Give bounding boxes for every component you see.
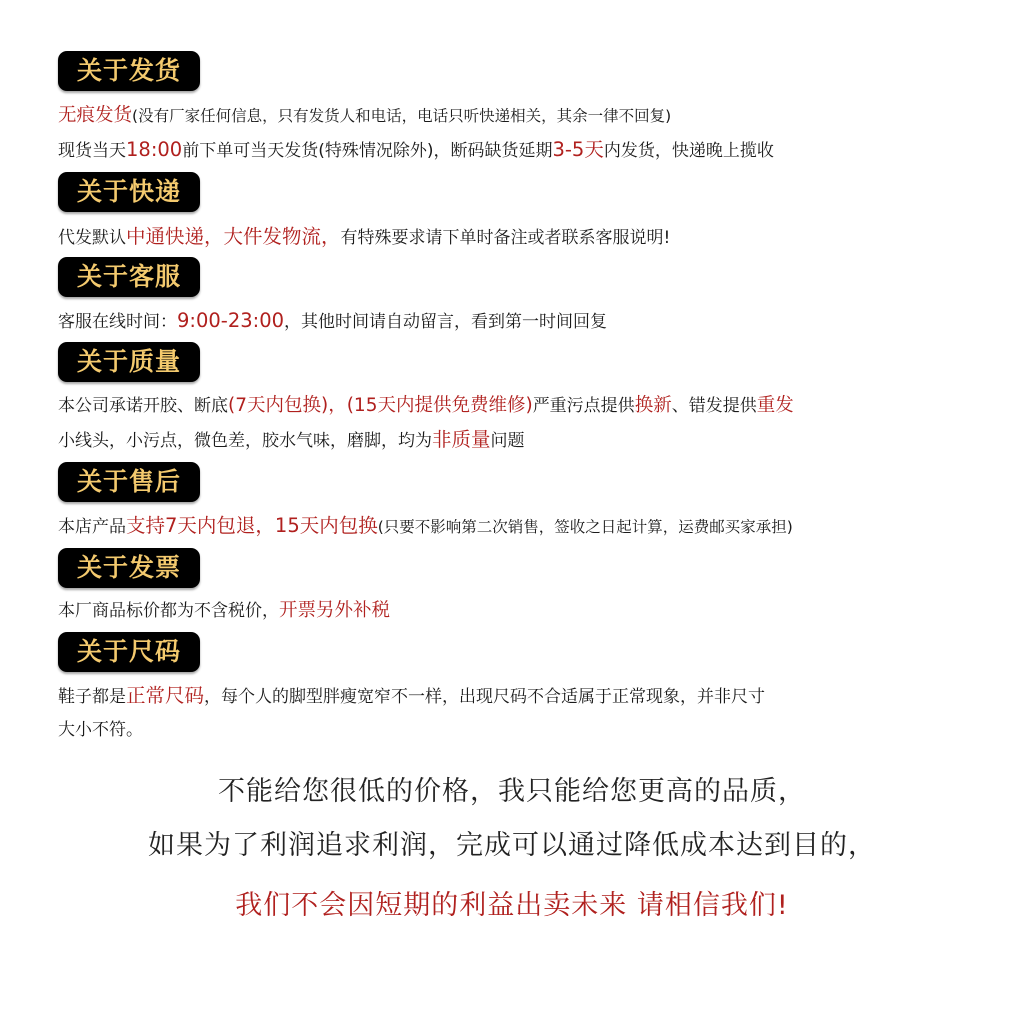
service-heading-badge: 关于客服 bbox=[58, 257, 200, 297]
aftersale-prefix: 本店产品 bbox=[58, 517, 126, 537]
slogan-line-1: 不能给您很低的价格，我只能给您更高的品质， bbox=[218, 776, 806, 807]
shipping-heading-badge: 关于发货 bbox=[58, 51, 200, 91]
size-note-end: 大小不符。 bbox=[58, 720, 143, 740]
express-heading-badge: 关于快递 bbox=[58, 172, 200, 212]
invoice-line-1 bbox=[58, 599, 390, 623]
quality-promise-text: 本公司承诺开胶、断底 bbox=[58, 396, 228, 416]
express-carriers: 中通快递，大件发物流， bbox=[126, 225, 341, 248]
quality-line-1 bbox=[58, 394, 794, 418]
invoice-heading-badge: 关于发票 bbox=[58, 548, 200, 588]
service-hours-label: 客服在线时间： bbox=[58, 312, 177, 332]
non-quality-label: 非质量 bbox=[432, 428, 491, 451]
invoice-price-text: 本厂商品标价都为不含税价， bbox=[58, 601, 279, 621]
minor-defects-text: 小线头，小污点，微色差，胶水气味，磨脚，均为 bbox=[58, 431, 432, 451]
service-hours-note: ，其他时间请自动留言，看到第一时间回复 bbox=[284, 312, 608, 332]
size-prefix: 鞋子都是 bbox=[58, 687, 126, 707]
same-day-text: 现货当天 bbox=[58, 141, 126, 161]
normal-size-label: 正常尺码 bbox=[126, 684, 205, 707]
same-day-note: 前下单可当天发货(特殊情况除外)，断码缺货延期 bbox=[182, 141, 553, 161]
issue-suffix: 问题 bbox=[490, 431, 525, 451]
size-heading-badge: 关于尺码 bbox=[58, 632, 200, 672]
shipping-line-2 bbox=[58, 138, 774, 163]
aftersale-heading-badge: 关于售后 bbox=[58, 462, 200, 502]
size-note: ，每个人的脚型胖瘦宽窄不一样，出现尺码不合适属于正常现象，并非尺寸 bbox=[204, 687, 766, 707]
service-line-1 bbox=[58, 309, 607, 334]
delay-note: 内发货，快递晚上揽收 bbox=[603, 141, 774, 161]
return-exchange-terms: 支持7天内包退，15天内包换 bbox=[126, 514, 378, 537]
size-line-2 bbox=[58, 718, 143, 742]
slogan-line-2: 如果为了利润追求利润，完成可以通过降低成本达到目的， bbox=[148, 830, 876, 861]
delay-days: 3-5天 bbox=[552, 138, 604, 161]
slogan-line-3: 我们不会因短期的利益出卖未来 请相信我们! bbox=[235, 890, 789, 921]
shipping-line-1 bbox=[58, 104, 671, 128]
express-remark-text: 有特殊要求请下单时备注或者联系客服说明! bbox=[340, 228, 671, 248]
quality-wrong-text: 、错发提供 bbox=[671, 396, 757, 416]
aftersale-note: (只要不影响第二次销售，签收之日起计算，运费邮买家承担) bbox=[377, 518, 793, 536]
quality-repair-terms: (7天内包换)，(15天内提供免费维修) bbox=[228, 395, 533, 416]
size-line-1 bbox=[58, 684, 765, 709]
express-line-1 bbox=[58, 225, 670, 250]
aftersale-line-1 bbox=[58, 514, 793, 539]
quality-resend: 重发 bbox=[756, 395, 794, 416]
traceless-shipping-label: 无痕发货 bbox=[58, 105, 133, 126]
quality-stain-text: 严重污点提供 bbox=[532, 396, 635, 416]
invoice-tax-note: 开票另外补税 bbox=[279, 600, 391, 621]
quality-line-2 bbox=[58, 428, 525, 453]
quality-replace: 换新 bbox=[634, 395, 672, 416]
traceless-shipping-note: (没有厂家任何信息，只有发货人和电话，电话只听快递相关，其余一律不回复) bbox=[132, 107, 672, 125]
express-default-text: 代发默认 bbox=[58, 228, 126, 248]
cutoff-time: 18:00 bbox=[126, 138, 183, 161]
quality-heading-badge: 关于质量 bbox=[58, 342, 200, 382]
service-hours: 9:00-23:00 bbox=[177, 309, 285, 332]
